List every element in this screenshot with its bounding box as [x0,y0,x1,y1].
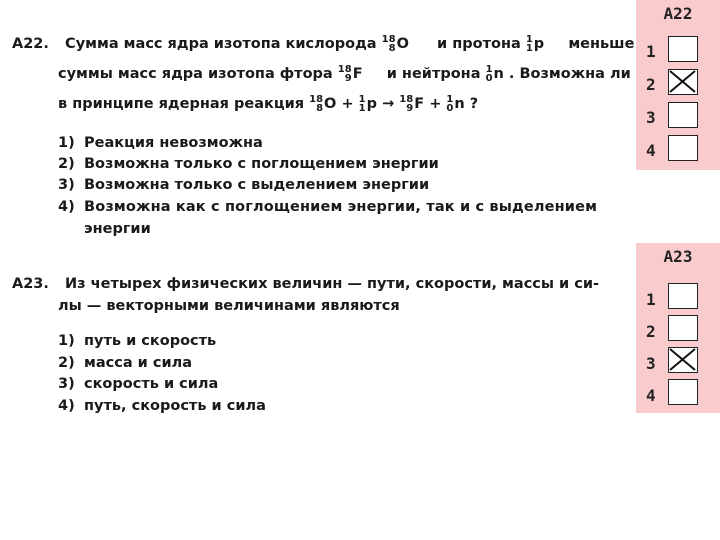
a22-option-4-continued: энергии [84,221,151,237]
question-text: суммы масс ядра изотопа фтора [58,66,333,82]
answer-number: 3 [646,354,656,373]
answer-number: 3 [646,108,656,127]
question-number: А23. [12,276,49,292]
a22-option-4: 4) Возможна как с поглощением энергии, так и с выделением [58,199,598,215]
answer-checkbox-1[interactable] [668,283,698,309]
question-text: Из четырех физических величин — пути, скорости, массы и си- [65,276,600,292]
answer-number: 4 [646,141,656,160]
answer-panel-title: А22 [663,4,693,23]
a23-option-2: 2) масса и сила [58,355,193,371]
a23-option-3: 3) скорость и сила [58,376,219,392]
answer-number: 2 [646,322,656,341]
a22-line-3 [58,95,478,113]
equation-fluorine: 18 9 F [399,94,425,114]
a23-line-2: лы — векторными величинами являются [58,298,400,314]
a22-line-1 [12,35,634,53]
question-text: и нейтрона [386,66,481,82]
answer-number: 4 [646,386,656,405]
equation-proton: 1 1 p [358,94,378,114]
answer-checkbox-3[interactable] [668,102,698,128]
answer-panel-a22 [636,0,720,170]
plus-sign: + [429,96,442,112]
answer-checkbox-4[interactable] [668,379,698,405]
a23-line-1 [12,276,599,292]
question-text: Сумма масс ядра изотопа кислорода [65,36,377,52]
answer-number: 2 [646,75,656,94]
a22-option-3: 3) Возможна только с выделением энергии [58,177,430,193]
answer-checkbox-3[interactable] [668,347,698,373]
equation-neutron: 1 0 n [446,94,465,114]
answer-checkbox-2[interactable] [668,69,698,95]
question-text: . Возможна ли [508,66,631,82]
plus-sign: + [341,96,354,112]
answer-checkbox-2[interactable] [668,315,698,341]
nuclide-fluorine: 18 9 F [337,64,363,84]
answer-panel-title: А23 [663,247,693,266]
question-text: и протона [437,36,521,52]
question-text: в принципе ядерная реакция [58,96,305,112]
reaction-arrow: → [382,96,395,112]
a22-option-2: 2) Возможна только с поглощением энергии [58,156,439,172]
nuclide-neutron: 1 0 n [485,64,504,84]
answer-checkbox-4[interactable] [668,135,698,161]
equation-oxygen: 18 8 O [309,94,337,114]
cross-mark-icon [669,348,696,371]
answer-number: 1 [646,290,656,309]
answer-number: 1 [646,42,656,61]
nuclide-proton: 1 1 p [525,34,545,54]
question-mark: ? [469,96,479,112]
answer-panel-a23 [636,243,720,413]
a22-line-2 [58,65,631,83]
question-number: А22. [12,36,49,52]
answer-checkbox-1[interactable] [668,36,698,62]
a22-option-1: 1) Реакция невозможна [58,135,263,151]
nuclide-oxygen: 18 8 O [381,34,409,54]
cross-mark-icon [669,70,696,93]
question-text: меньше [568,36,635,52]
a23-option-4: 4) путь, скорость и сила [58,398,266,414]
a23-option-1: 1) путь и скорость [58,333,217,349]
